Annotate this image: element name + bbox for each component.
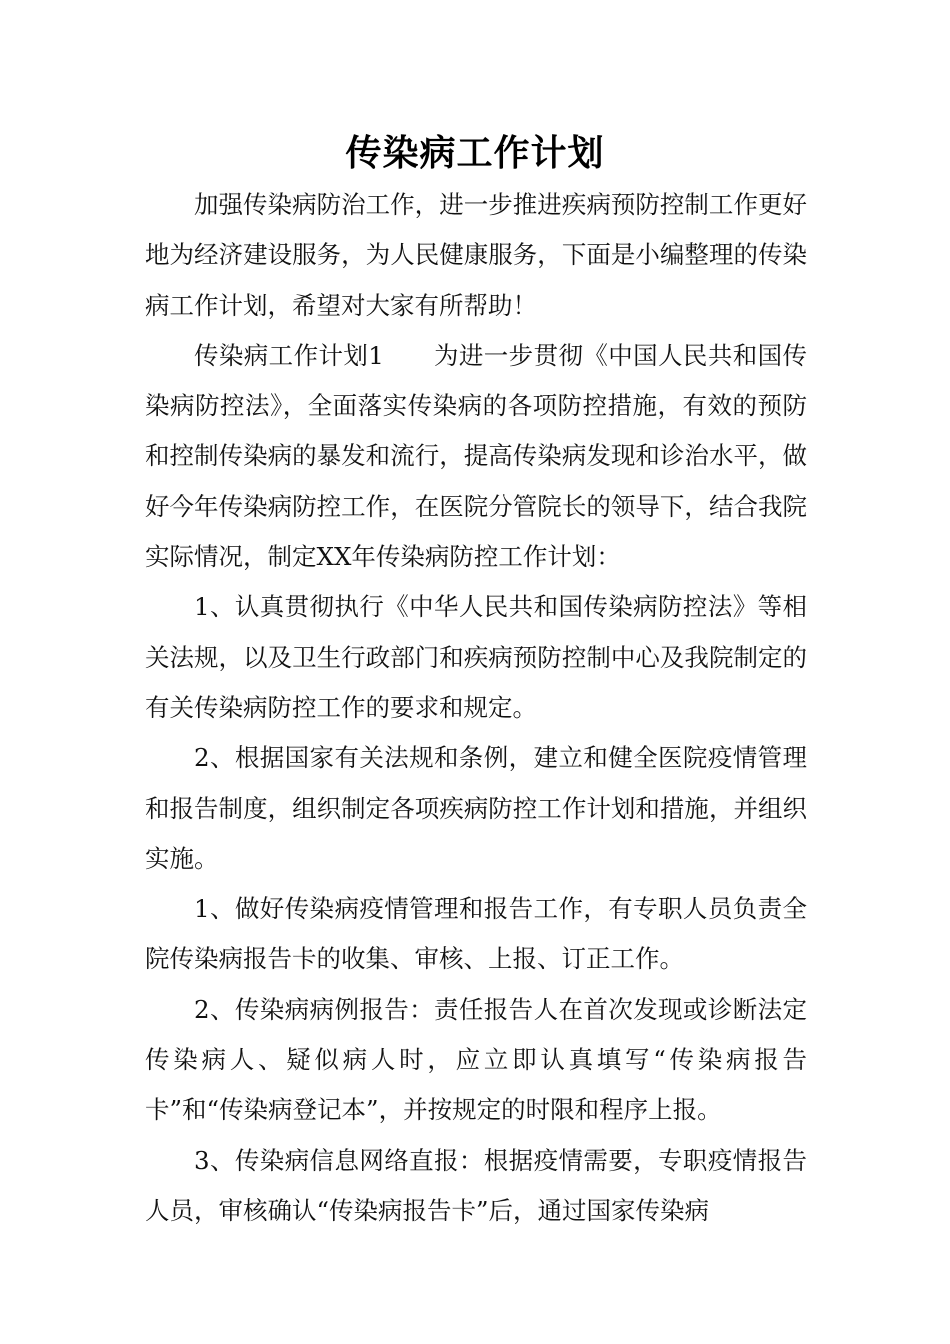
- paragraph-item-1: 1、认真贯彻执行《中华人民共和国传染病防控法》等相关法规，以及卫生行政部门和疾病预防控制中心及我院制定的有关传染病防控工作的要求和规定。: [145, 592, 807, 722]
- paragraph-item-2: 2、根据国家有关法规和条例，建立和健全医院疫情管理和报告制度，组织制定各项疾病防控工作计划和措施，并组织实施。: [145, 743, 807, 873]
- paragraph-sub-item-3: 3、传染病信息网络直报：根据疫情需要，专职疫情报告人员，审核确认“传染病报告卡”后，通过国家传染病: [145, 1145, 807, 1225]
- paragraph-plan-1: 传染病工作计划1 为进一步贯彻《中国人民共和国传染病防控法》，全面落实传染病的各项防控措施，有效的预防和控制传染病的暴发和流行，提高传染病发现和诊治水平，做好今年传染病防控工作，在医院分管院长的领导下，结合我院实际情况，制定XX年传染病防控工作计划：: [145, 340, 807, 572]
- document-title: 传染病工作计划: [345, 133, 605, 174]
- document-body: [145, 180, 807, 1236]
- paragraph-sub-item-1: 1、做好传染病疫情管理和报告工作，有专职人员负责全院传染病报告卡的收集、审核、上报、订正工作。: [145, 894, 807, 974]
- paragraph-sub-item-2: 2、传染病病例报告：责任报告人在首次发现或诊断法定传染病人、疑似病人时，应立即认真填写“传染病报告卡”和“传染病登记本”，并按规定的时限和程序上报。: [145, 994, 807, 1125]
- paragraph-intro: 加强传染病防治工作，进一步推进疾病预防控制工作更好地为经济建设服务，为人民健康服务，下面是小编整理的传染病工作计划，希望对大家有所帮助！: [145, 190, 807, 320]
